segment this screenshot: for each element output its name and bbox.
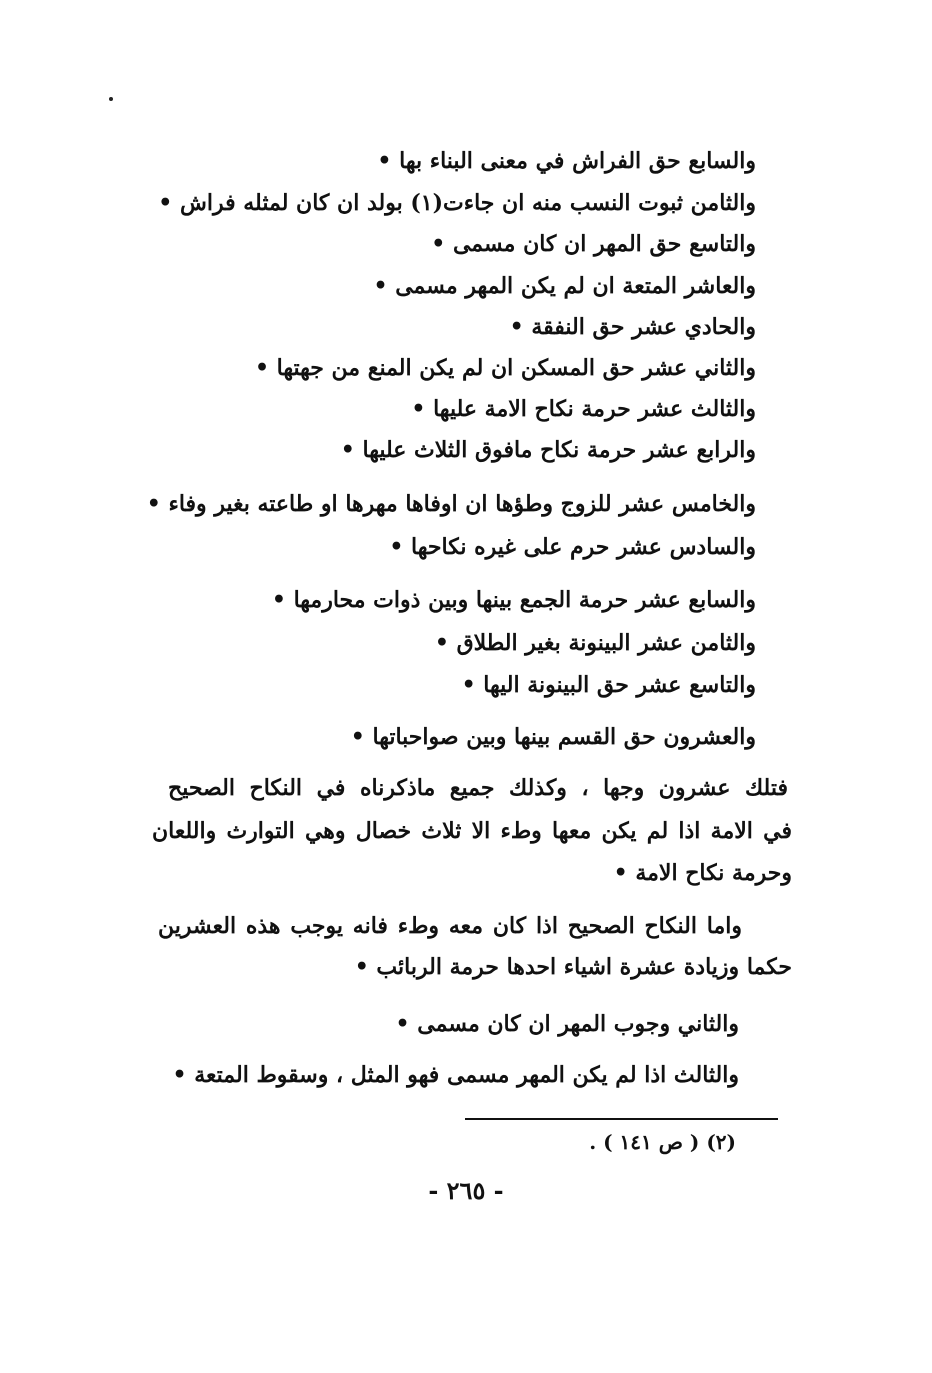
- text-line: والحادي عشر حق النفقة •: [509, 314, 756, 340]
- paragraph-line: في الامة اذا لم يكن معها وطء الا ثلاث خصال وهي التوارث واللعان: [152, 818, 792, 844]
- page-number: - ٢٦٥ -: [428, 1176, 504, 1205]
- paragraph-line: واما النكاح الصحيح اذا كان معه وطء فانه يوجب هذه العشرين: [158, 913, 742, 939]
- text-line: والعاشر المتعة ان لم يكن المهر مسمى •: [373, 273, 756, 299]
- text-line: والتاسع عشر حق البينونة اليها •: [461, 672, 756, 698]
- paragraph-line: حكما وزيادة عشرة اشياء احدها حرمة الربائب •: [354, 954, 792, 980]
- paragraph-line: وحرمة نكاح الامة •: [613, 860, 792, 886]
- text-line: والسابع عشر حرمة الجمع بينها وبين ذوات محارمها •: [271, 587, 756, 613]
- footnote: (٢) ( ص ١٤١ ) .: [589, 1130, 736, 1154]
- text-line: والثالث عشر حرمة نكاح الامة عليها •: [411, 396, 756, 422]
- text-line: والسادس عشر حرم على غيره نكاحها •: [389, 534, 756, 560]
- text-line: والعشرون حق القسم بينها وبين صواحباتها •: [350, 724, 756, 750]
- text-line: والثاني عشر حق المسكن ان لم يكن المنع من جهتها •: [254, 355, 756, 381]
- paragraph-line: فتلك عشرون وجها ، وكذلك جميع ماذكرناه في النكاح الصحيح: [168, 775, 788, 801]
- text-line: والرابع عشر حرمة نكاح مافوق الثلاث عليها •: [340, 437, 756, 463]
- text-line: والخامس عشر للزوج وطؤها ان اوفاها مهرها او طاعته بغير وفاء •: [146, 491, 756, 517]
- text-line: والثامن ثبوت النسب منه ان جاءت(١) بولد ان كان لمثله فراش •: [158, 190, 756, 216]
- stray-mark: [109, 97, 113, 101]
- text-line: والتاسع حق المهر ان كان مسمى •: [431, 231, 756, 257]
- text-line: والسابع حق الفراش في معنى البناء بها •: [377, 148, 756, 174]
- text-line: والثالث اذا لم يكن المهر مسمى فهو المثل ، وسقوط المتعة •: [172, 1062, 739, 1088]
- text-line: والثامن عشر البينونة بغير الطلاق •: [434, 630, 756, 656]
- footnote-divider: [465, 1118, 778, 1120]
- text-line: والثاني وجوب المهر ان كان مسمى •: [395, 1011, 739, 1037]
